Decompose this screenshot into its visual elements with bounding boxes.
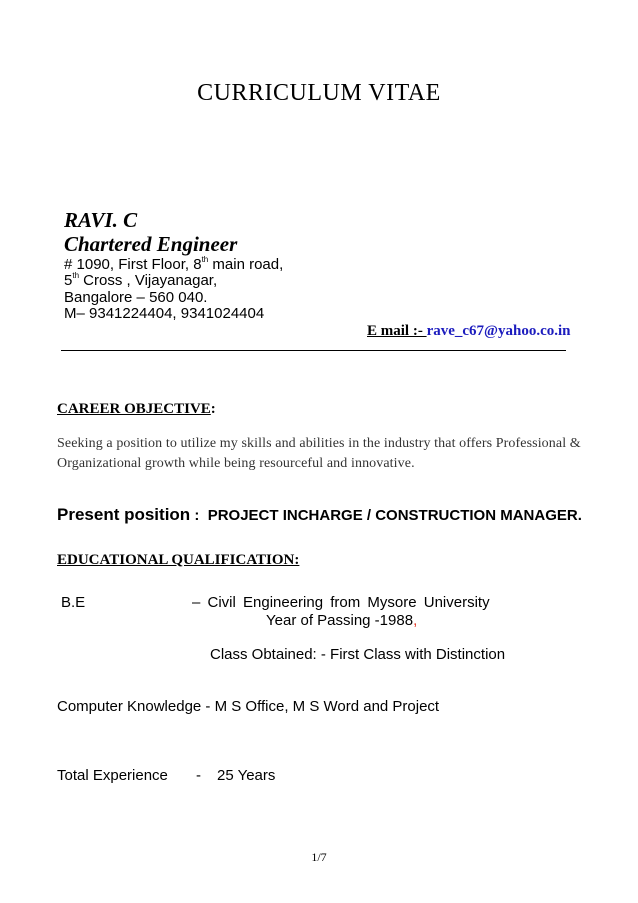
address-line-2-start: 5 xyxy=(64,272,73,289)
career-objective-heading-text: CAREER OBJECTIVE xyxy=(57,401,211,417)
present-position-value: PROJECT INCHARGE / CONSTRUCTION MANAGER. xyxy=(207,507,582,524)
phone-numbers: M– 9341224404, 9341024404 xyxy=(64,305,265,322)
career-objective-heading xyxy=(57,401,216,418)
email-link[interactable]: rave_c67@yahoo.co.in xyxy=(426,323,571,339)
address-line-1-start: # 1090, First Floor, 8 xyxy=(64,256,202,273)
email-line xyxy=(367,323,571,340)
education-heading-text: EDUCATIONAL QUALIFICATION: xyxy=(57,552,300,568)
career-objective-line-2: Organizational growth while being resourceful and innovative. xyxy=(57,456,415,471)
experience-label: Total Experience xyxy=(57,767,168,784)
present-position-label: Present position xyxy=(57,505,191,524)
experience-value: 25 Years xyxy=(217,767,276,784)
experience-dash: - xyxy=(196,767,201,784)
computer-knowledge: Computer Knowledge - M S Office, M S Word and Project xyxy=(57,698,440,715)
present-position-separator: : xyxy=(190,507,208,524)
address-line-1-end: main road, xyxy=(208,256,284,273)
email-label: E mail :- xyxy=(367,323,427,339)
candidate-name: RAVI. C xyxy=(64,208,138,232)
career-objective-heading-colon: : xyxy=(210,401,216,417)
candidate-profession: Chartered Engineer xyxy=(64,232,238,256)
address-line-1 xyxy=(64,256,283,273)
page-title: CURRICULUM VITAE xyxy=(197,80,441,106)
address-line-2-end: Cross , Vijayanagar, xyxy=(79,272,218,289)
degree-year-text: Year of Passing -1988 xyxy=(266,612,414,629)
page-number: 1/7 xyxy=(311,850,327,864)
degree-label: B.E xyxy=(61,594,86,611)
education-heading xyxy=(57,552,299,569)
address-line-3: Bangalore – 560 040. xyxy=(64,289,208,306)
header-divider xyxy=(61,350,566,351)
degree-year xyxy=(266,612,417,629)
degree-year-comma: , xyxy=(413,612,418,629)
address-line-2-ordinal: th xyxy=(72,271,80,280)
address-line-2 xyxy=(64,272,217,289)
career-objective-line-1: Seeking a position to utilize my skills and abilities in the industry that offers Professional & xyxy=(57,436,581,451)
present-position xyxy=(57,505,582,525)
degree-class: Class Obtained: - First Class with Distinction xyxy=(210,646,506,663)
degree-description: – Civil Engineering from Mysore University xyxy=(192,594,490,611)
address-line-1-ordinal: th xyxy=(201,255,209,264)
